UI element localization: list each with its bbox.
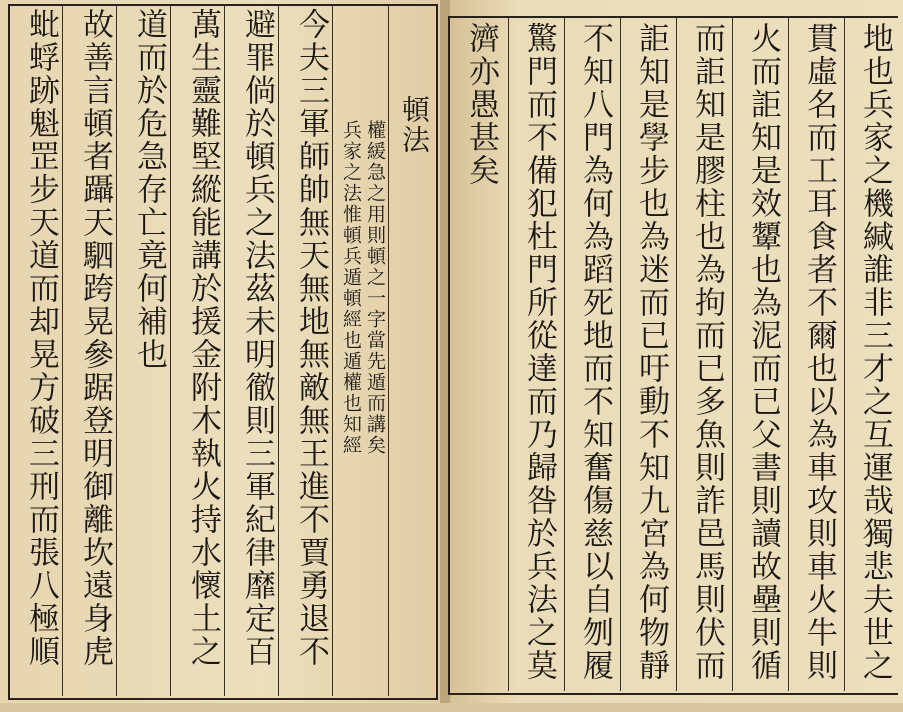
- section-title: 頓法: [398, 95, 431, 155]
- column-rule: [388, 6, 389, 696]
- column-rule: [224, 6, 225, 696]
- left-page: [0, 0, 440, 703]
- text-column: 驚門而不備犯杜門所從達而乃歸咎於兵法之莫: [521, 22, 557, 682]
- text-column: 貫虛名而工耳食者不爾也以為車攻則車火牛則: [801, 22, 837, 682]
- text-column: 蚍蜉跡魁罡步天道而却晃方破三刑而張八極順: [23, 8, 59, 668]
- column-rule: [844, 18, 845, 691]
- column-rule: [62, 6, 63, 696]
- text-column: 避罪倘於頓兵之法茲未明徹則三軍紀律靡定百: [239, 8, 275, 668]
- text-column: 火而詎知是效顰也為泥而已父書則讀故壘則循: [745, 22, 781, 682]
- text-column: 地也兵家之機緘誰非三才之互運哉獨悲夫世之: [857, 22, 893, 682]
- column-rule: [788, 18, 789, 691]
- text-column: 道而於危急存亡竟何補也: [131, 8, 167, 371]
- text-column: 不知八門為何為蹈死地而不知奮傷慈以自刎履: [577, 22, 613, 682]
- column-rule: [116, 6, 117, 696]
- column-rule: [564, 18, 565, 691]
- annotation-column: 權緩急之用則頓之一字當先遁而講矣: [364, 120, 386, 456]
- text-column: 濟亦愚甚矣: [463, 22, 499, 187]
- column-rule: [620, 18, 621, 691]
- column-rule: [170, 6, 171, 696]
- text-column: 今夫三軍師帥無天無地無敵無王進不賈勇退不: [293, 8, 329, 668]
- text-column: 而詎知是膠柱也為拘而已多魚則詐邑馬則伏而: [689, 22, 725, 682]
- text-column: 故善言頓者躡天駟跨晃參踞登明御離坎遠身虎: [77, 8, 113, 668]
- column-rule: [332, 6, 333, 696]
- text-column: 詎知是學步也為迷而已吁動不知九宮為何物靜: [633, 22, 669, 682]
- column-rule: [732, 18, 733, 691]
- text-column: 萬生靈難堅縱能講於援金附木執火持水懷土之: [185, 8, 221, 668]
- column-rule: [508, 18, 509, 691]
- column-rule: [278, 6, 279, 696]
- right-page: [450, 0, 903, 703]
- annotation-column: 兵家之法惟頓兵遁頓經也遁權也知經: [340, 120, 362, 456]
- column-rule: [676, 18, 677, 691]
